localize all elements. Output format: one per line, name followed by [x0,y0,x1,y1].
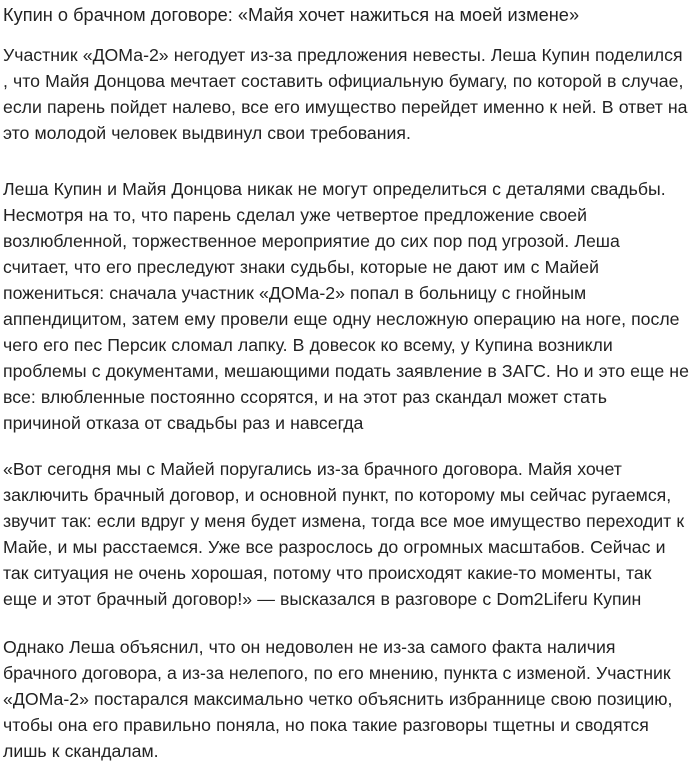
article-paragraph-4: Однако Леша объяснил, что он недоволен не из-за самого факта наличия брачного договора, а из-за нелепого, по его мнению, пункта с изменой. Участник «ДОМа-2» постарался максимально четко объяснить избраннице свою позицию, чтобы она его правильно поняла, но пока такие разговоры тщетны и сводятся лишь к скандалам. [3,637,673,761]
article-title: Купин о брачном договоре: «Майя хочет нажиться на моей измене» [3,5,580,25]
article-paragraph-1: Участник «ДОМа-2» негодует из-за предложения невесты. Леша Купин поделился , что Майя Донцова мечтает составить официальную бумагу, по которой в случае, если парень пойдет налево, все его имущество перейдет именно к ней. В ответ на это молодой человек выдвинул свои требования. [3,45,688,143]
article-paragraph-2: Леша Купин и Майя Донцова никак не могут определиться с деталями свадьбы. Несмотря на то, что парень сделал уже четвертое предложение своей возлюбленной, торжественное мероприятие до сих пор под угрозой. Леша считает, что его преследуют знаки судьбы, которые не дают им с Майей пожениться: сначала участник «ДОМа-2» попал в больницу с гнойным аппендицитом, затем ему провели еще одну несложную операцию на ноге, после чего его пес Персик сломал лапку. В довесок ко всему, у Купина возникли проблемы с документами, мешающими подать заявление в ЗАГС. Но и это еще не все: влюбленные постоянно ссорятся, и на этот раз скандал может стать причиной отказа от свадьбы раз и навсегда [3,179,689,433]
article-quote-paragraph: «Вот сегодня мы с Майей поругались из-за брачного договора. Майя хочет заключить брачный договор, и основной пункт, по которому мы сейчас ругаемся, звучит так: если вдруг у меня будет измена, тогда все мое имущество переходит к Майе, и мы расстаемся. Уже все разрослось до огромных масштабов. Сейчас и так ситуация не очень хорошая, потому что происходят какие-то моменты, так еще и этот брачный договор!» — высказался в разговоре с Dom2Liferu Купин [3,459,685,609]
